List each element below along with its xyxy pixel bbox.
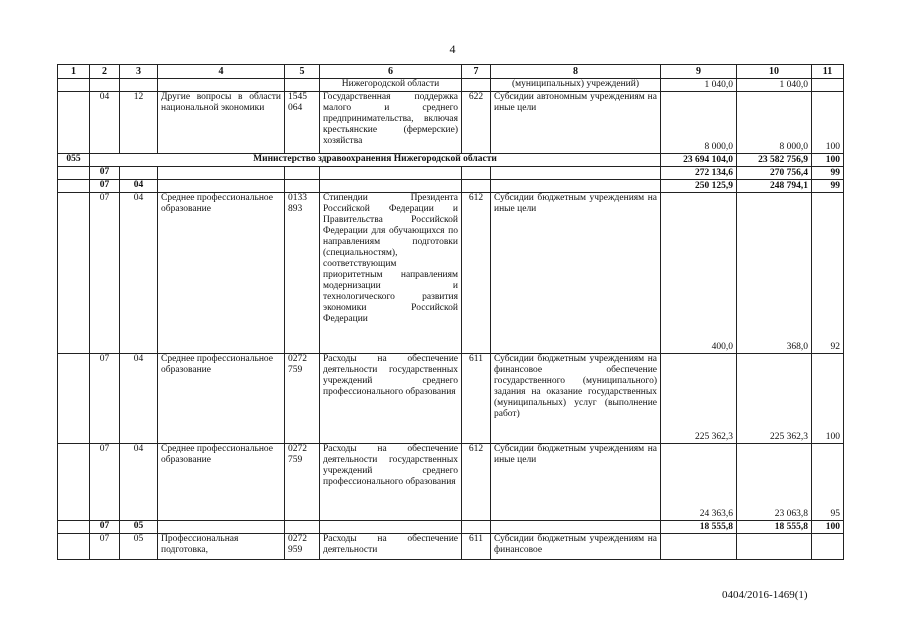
cell-actual: 368,0 [737,193,812,354]
cell-code [58,180,90,193]
cell-code [58,354,90,444]
cell-name: Среднее профессиональное образование [158,193,285,354]
cell-percent: 99 [812,180,844,193]
cell-expense-name: Субсидии бюджетным учреждениям на финансовое обеспечение государственного (муниципального) задания на оказание государственных (муниципальных) услуг (выполнение работ) [491,354,661,444]
cell-section: 07 [90,193,120,354]
cell-section: 07 [90,444,120,521]
cell-subsection: 04 [120,444,158,521]
cell-percent: 92 [812,193,844,354]
cell-expense-name: Субсидии бюджетным учреждениям на иные цели [491,444,661,521]
cell-actual: 1 040,0 [737,79,812,92]
table-row [58,193,844,354]
cell-percent: 95 [812,444,844,521]
cell-percent: 100 [812,354,844,444]
cell-target: 0272 759 [285,444,320,521]
cell-percent: 100 [812,521,844,534]
cell-expense-name [491,167,661,180]
cell-subsection: 04 [120,180,158,193]
cell-description: Стипендии Президента Российской Федерации и Правительства Российской Федерации для обучающихся по направлениям подготовки (специальностям), соответствующим приоритетным направлениям модернизации и технологического развития экономики Российской Федерации [320,193,462,354]
cell-description [320,521,462,534]
cell-target [285,167,320,180]
cell-expense-type [462,180,491,193]
cell-planned: 225 362,3 [661,354,737,444]
cell-actual: 23 063,8 [737,444,812,521]
cell-name: Среднее профессиональное образование [158,354,285,444]
column-header: 10 [737,65,812,79]
subsection-row [58,180,844,193]
cell-code: 055 [58,154,90,167]
cell-name [158,521,285,534]
column-header: 3 [120,65,158,79]
cell-actual: 8 000,0 [737,92,812,154]
cell-expense-name: Субсидии бюджетным учреждениям на иные цели [491,193,661,354]
cell-section: 07 [90,521,120,534]
column-header: 11 [812,65,844,79]
cell-actual: 270 756,4 [737,167,812,180]
cell-section: 07 [90,180,120,193]
cell-name [158,180,285,193]
cell-name: Другие вопросы в области национальной экономики [158,92,285,154]
cell-expense-type: 611 [462,534,491,560]
cell-planned: 400,0 [661,193,737,354]
cell-planned: 23 694 104,0 [661,154,737,167]
column-header: 4 [158,65,285,79]
cell-planned: 24 363,6 [661,444,737,521]
cell-subsection: 05 [120,521,158,534]
cell-actual: 18 555,8 [737,521,812,534]
cell-description: Расходы на обеспечение деятельности государственных учреждений среднего профессионального образования [320,354,462,444]
cell-target: 0272 759 [285,354,320,444]
cell-description [320,180,462,193]
cell-percent [812,534,844,560]
cell-section: 04 [90,92,120,154]
table-row [58,92,844,154]
cell-name: Среднее профессиональное образование [158,444,285,521]
cell-planned: 272 134,6 [661,167,737,180]
cell-expense-type: 622 [462,92,491,154]
cell-target: 0133 893 [285,193,320,354]
page-number: 4 [449,42,456,56]
cell-subsection [120,167,158,180]
cell-planned: 1 040,0 [661,79,737,92]
section-row [58,167,844,180]
column-header: 6 [320,65,462,79]
cell-actual: 248 794,1 [737,180,812,193]
cell-subsection: 12 [120,92,158,154]
cell-code [58,534,90,560]
cell-name: Профессиональная подготовка, [158,534,285,560]
cell-target: 0272 959 [285,534,320,560]
cell-expense-name: Субсидии бюджетным учреждениям на финансовое [491,534,661,560]
cell-planned: 8 000,0 [661,92,737,154]
cell-description [320,167,462,180]
cell-expense-type [462,521,491,534]
cell-target [285,521,320,534]
cell-target: 1545 064 [285,92,320,154]
ministry-name: Министерство здравоохранения Нижегородской области [90,154,661,167]
cell-subsection [120,79,158,92]
cell-expense-type: 612 [462,444,491,521]
budget-table [57,64,844,560]
cell-code [58,167,90,180]
cell-percent: 100 [812,154,844,167]
cell-section: 07 [90,534,120,560]
cell-percent [812,79,844,92]
cell-planned [661,534,737,560]
cell-subsection: 05 [120,534,158,560]
cell-planned: 18 555,8 [661,521,737,534]
cell-expense-type [462,167,491,180]
subsection-row [58,521,844,534]
cell-code [58,444,90,521]
cell-expense-type [462,79,491,92]
column-header: 5 [285,65,320,79]
cell-expense-name: (муниципальных) учреждений) [491,79,661,92]
cell-percent: 100 [812,92,844,154]
cell-target [285,180,320,193]
table-row [58,444,844,521]
ministry-row [58,154,844,167]
cell-expense-name [491,521,661,534]
table-row [58,534,844,560]
table-header-row [58,65,844,79]
cell-code [58,79,90,92]
cell-planned: 250 125,9 [661,180,737,193]
cell-section: 07 [90,167,120,180]
column-header: 8 [491,65,661,79]
column-header: 2 [90,65,120,79]
column-header: 1 [58,65,90,79]
cell-expense-name [491,180,661,193]
cell-expense-name: Субсидии автономным учреждениям на иные цели [491,92,661,154]
cell-description: Государственная поддержка малого и среднего предпринимательства, включая крестьянские (фермерские) хозяйства [320,92,462,154]
cell-subsection: 04 [120,193,158,354]
cell-percent: 99 [812,167,844,180]
cell-code [58,521,90,534]
cell-code [58,193,90,354]
cell-description: Расходы на обеспечение деятельности [320,534,462,560]
cell-name [158,167,285,180]
cell-description: Расходы на обеспечение деятельности государственных учреждений среднего профессионального образования [320,444,462,521]
cell-section: 07 [90,354,120,444]
table-row [58,79,844,92]
column-header: 9 [661,65,737,79]
cell-actual: 23 582 756,9 [737,154,812,167]
cell-section [90,79,120,92]
cell-description: Нижегородской области [320,79,462,92]
document-code: 0404/2016-1469(1) [722,589,808,601]
cell-expense-type: 612 [462,193,491,354]
cell-expense-type: 611 [462,354,491,444]
cell-target [285,79,320,92]
cell-subsection: 04 [120,354,158,444]
cell-code [58,92,90,154]
cell-actual: 225 362,3 [737,354,812,444]
column-header: 7 [462,65,491,79]
table-row [58,354,844,444]
cell-actual [737,534,812,560]
cell-name [158,79,285,92]
